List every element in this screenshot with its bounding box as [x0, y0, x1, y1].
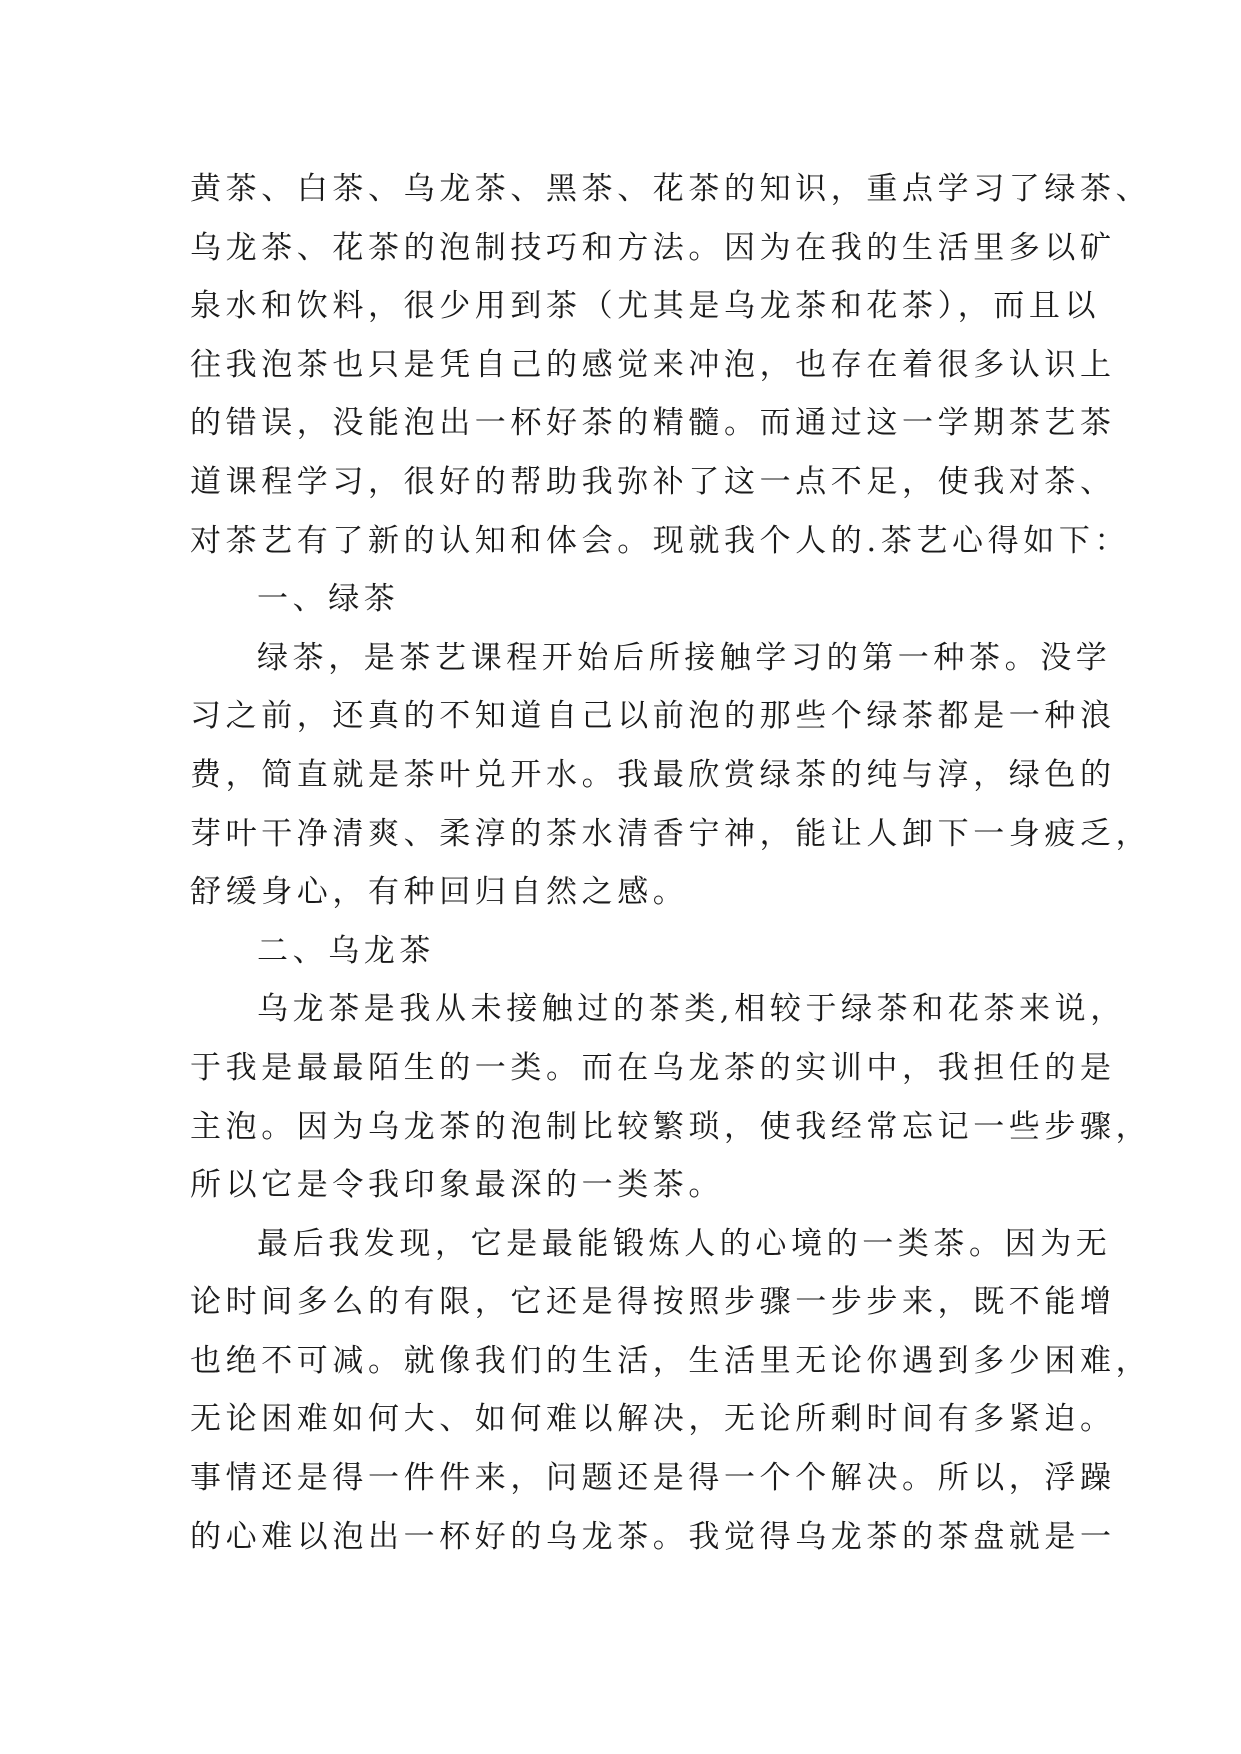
text-line: 往我泡茶也只是凭自己的感觉来冲泡，也存在着很多认识上: [190, 346, 1116, 383]
paragraph-first-line: 乌龙茶是我从未接触过的茶类,相较于绿茶和花茶来说，: [257, 991, 1126, 1028]
paragraph-first-line: 最后我发现，它是最能锻炼人的心境的一类茶。因为无: [257, 1225, 1112, 1262]
text-line: 的心难以泡出一杯好的乌龙茶。我觉得乌龙茶的茶盘就是一: [190, 1518, 1116, 1555]
text-line: 论时间多么的有限，它还是得按照步骤一步步来，既不能增: [190, 1284, 1116, 1321]
text-line: 乌龙茶、花茶的泡制技巧和方法。因为在我的生活里多以矿: [190, 229, 1116, 266]
paragraph-first-line: 绿茶，是茶艺课程开始后所接触学习的第一种茶。没学: [257, 639, 1112, 676]
section-heading-green-tea: 一、绿茶: [257, 581, 400, 618]
text-line: 舒缓身心，有种回归自然之感。: [190, 874, 689, 911]
text-line: 所以它是令我印象最深的一类茶。: [190, 1167, 724, 1204]
text-line: 黄茶、白茶、乌龙茶、黑茶、花茶的知识，重点学习了绿茶、: [190, 171, 1152, 207]
text-line: 也绝不可减。就像我们的生活，生活里无论你遇到多少困难，: [190, 1342, 1152, 1379]
text-line: 芽叶干净清爽、柔淳的茶水清香宁神，能让人卸下一身疲乏，: [190, 815, 1152, 852]
text-line: 主泡。因为乌龙茶的泡制比较繁琐，使我经常忘记一些步骤，: [190, 1108, 1152, 1145]
text-line: 无论困难如何大、如何难以解决，无论所剩时间有多紧迫。: [190, 1401, 1116, 1438]
section-heading-oolong-tea: 二、乌龙茶: [257, 932, 435, 969]
text-line: 习之前，还真的不知道自己以前泡的那些个绿茶都是一种浪: [190, 698, 1116, 735]
text-line: 于我是最最陌生的一类。而在乌龙茶的实训中，我担任的是: [190, 1049, 1116, 1086]
text-line: 费，简直就是茶叶兑开水。我最欣赏绿茶的纯与淳，绿色的: [190, 756, 1116, 793]
text-line: 的错误，没能泡出一杯好茶的精髓。而通过这一学期茶艺茶: [190, 405, 1116, 442]
text-line: 事情还是得一件件来，问题还是得一个个解决。所以，浮躁: [190, 1460, 1116, 1497]
text-line: 对茶艺有了新的认知和体会。现就我个人的.茶艺心得如下：: [190, 522, 1131, 559]
text-line: 泉水和饮料，很少用到茶（尤其是乌龙茶和花茶），而且以: [190, 288, 1101, 325]
document-body: [190, 160, 1152, 1566]
text-line: 道课程学习，很好的帮助我弥补了这一点不足，使我对茶、: [190, 463, 1116, 500]
